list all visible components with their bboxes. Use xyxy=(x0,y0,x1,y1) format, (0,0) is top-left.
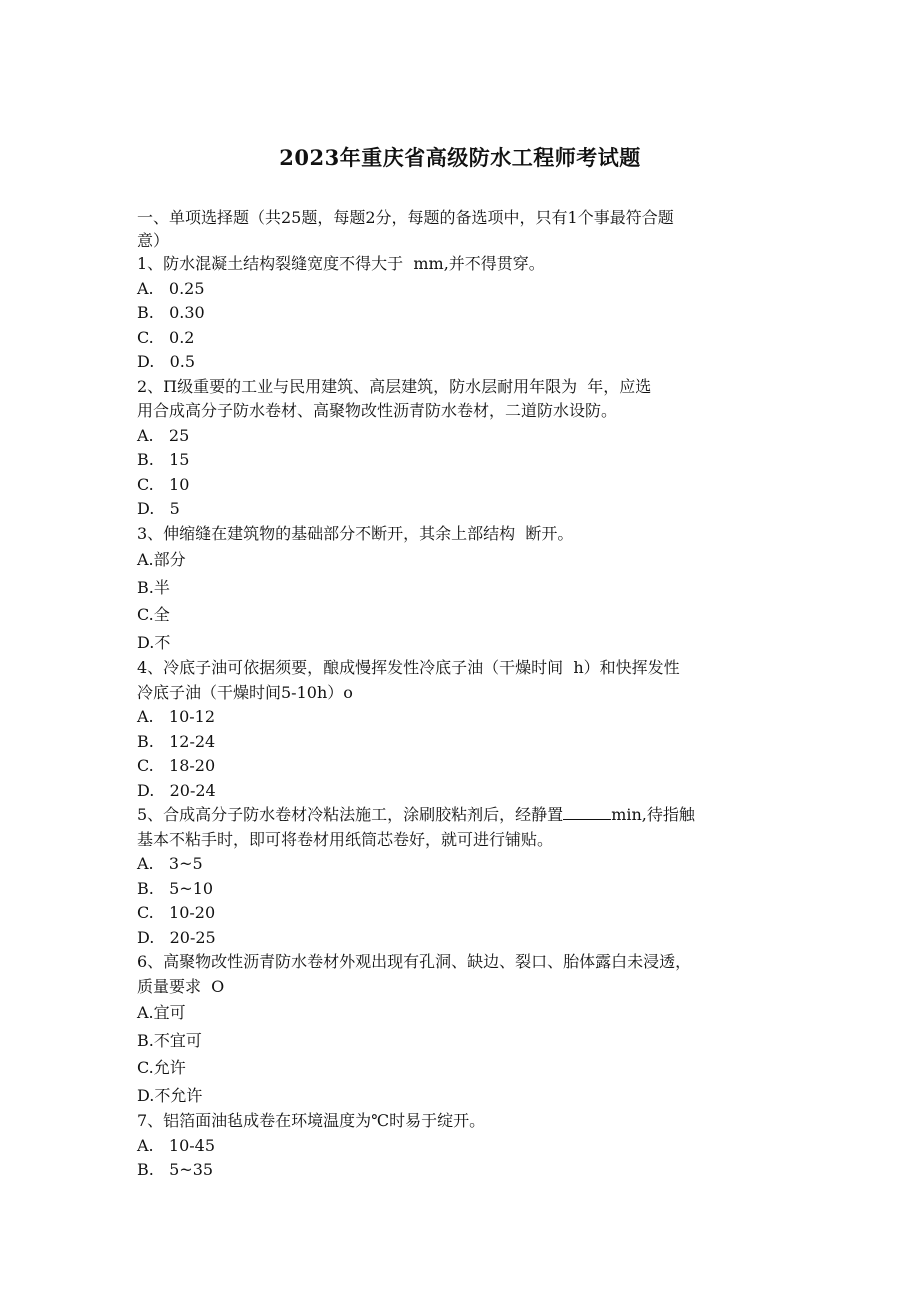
question-4-option-b: B. 12-24 xyxy=(137,731,216,751)
question-5-text-line-2: 基本不粘手时，即可将卷材用纸筒芯卷好，就可进行铺贴。 xyxy=(137,829,554,849)
question-7-option-a: A. 10-45 xyxy=(137,1135,216,1155)
question-6-text-line-1: 6、高聚物改性沥青防水卷材外观出现有孔洞、缺边、裂口、胎体露白未浸透， xyxy=(137,952,692,971)
question-6-option-c: C.允许 xyxy=(137,1058,186,1077)
question-5-option-a: A. 3~5 xyxy=(137,854,203,873)
question-2-option-a: A. 25 xyxy=(137,425,190,445)
question-2-text-line-1: 2、Π级重要的工业与民用建筑、高层建筑，防水层耐用年限为 年，应选 xyxy=(137,376,652,396)
section-heading-line-2: 意） xyxy=(137,231,170,250)
question-2-option-d: D. 5 xyxy=(137,499,180,518)
question-1-option-d: D. 0.5 xyxy=(137,352,196,371)
question-4-option-a: A. 10-12 xyxy=(137,707,216,726)
question-5-option-b: B. 5~10 xyxy=(137,878,214,898)
question-4-option-d: D. 20-24 xyxy=(137,780,216,800)
answer-blank xyxy=(563,804,611,820)
question-5-text-before-blank: 5、合成高分子防水卷材冷粘法施工，涂刷胶粘剂后，经静置 xyxy=(137,805,564,824)
question-5-option-d: D. 20-25 xyxy=(137,927,216,947)
question-2-text-line-2: 用合成高分子防水卷材、高聚物改性沥青防水卷材，二道防水设防。 xyxy=(137,401,618,420)
question-5-text-line-1 xyxy=(137,803,777,828)
document-body xyxy=(137,206,777,1183)
question-1-text: 1、防水混凝土结构裂缝宽度不得大于 mm,并不得贯穿。 xyxy=(137,254,545,273)
question-6-option-b: B.不宜可 xyxy=(137,1030,202,1050)
document-title: 2023年重庆省高级防水工程师考试题 xyxy=(279,145,641,170)
question-6-option-a: A.宜可 xyxy=(137,1003,186,1022)
question-1-option-b: B. 0.30 xyxy=(137,303,205,322)
question-1-option-c: C. 0.2 xyxy=(137,327,195,347)
question-7-text: 7、铝箔面油毡成卷在环境温度为℃时易于绽开。 xyxy=(137,1111,486,1130)
question-4-option-c: C. 18-20 xyxy=(137,756,216,775)
question-2-option-b: B. 15 xyxy=(137,450,190,469)
question-3-option-d: D.不 xyxy=(137,632,171,652)
question-5-text-after-blank: min,待指触 xyxy=(611,805,695,824)
question-4-text-line-2: 冷底子油（干燥时间5-10h）o xyxy=(137,682,353,702)
question-6-option-d: D.不允许 xyxy=(137,1085,203,1105)
question-1-option-a: A. 0.25 xyxy=(137,278,205,298)
question-3-option-c: C.全 xyxy=(137,605,170,624)
question-4-text-line-1: 4、冷底子油可依据须要，酿成慢挥发性冷底子油（干燥时间 h）和快挥发性 xyxy=(137,658,680,677)
question-6-text-line-2: 质量要求 O xyxy=(137,976,225,996)
question-7-option-b: B. 5~35 xyxy=(137,1160,214,1179)
question-5-option-c: C. 10-20 xyxy=(137,903,216,922)
question-3-option-a: A.部分 xyxy=(137,550,186,569)
question-3-option-b: B.半 xyxy=(137,577,170,597)
question-2-option-c: C. 10 xyxy=(137,474,190,494)
section-heading-line-1: 一、单项选择题（共25题，每题2分，每题的备选项中，只有1个事最符合题 xyxy=(137,208,674,227)
question-3-text: 3、伸缩缝在建筑物的基础部分不断开，其余上部结构 断开。 xyxy=(137,523,574,543)
